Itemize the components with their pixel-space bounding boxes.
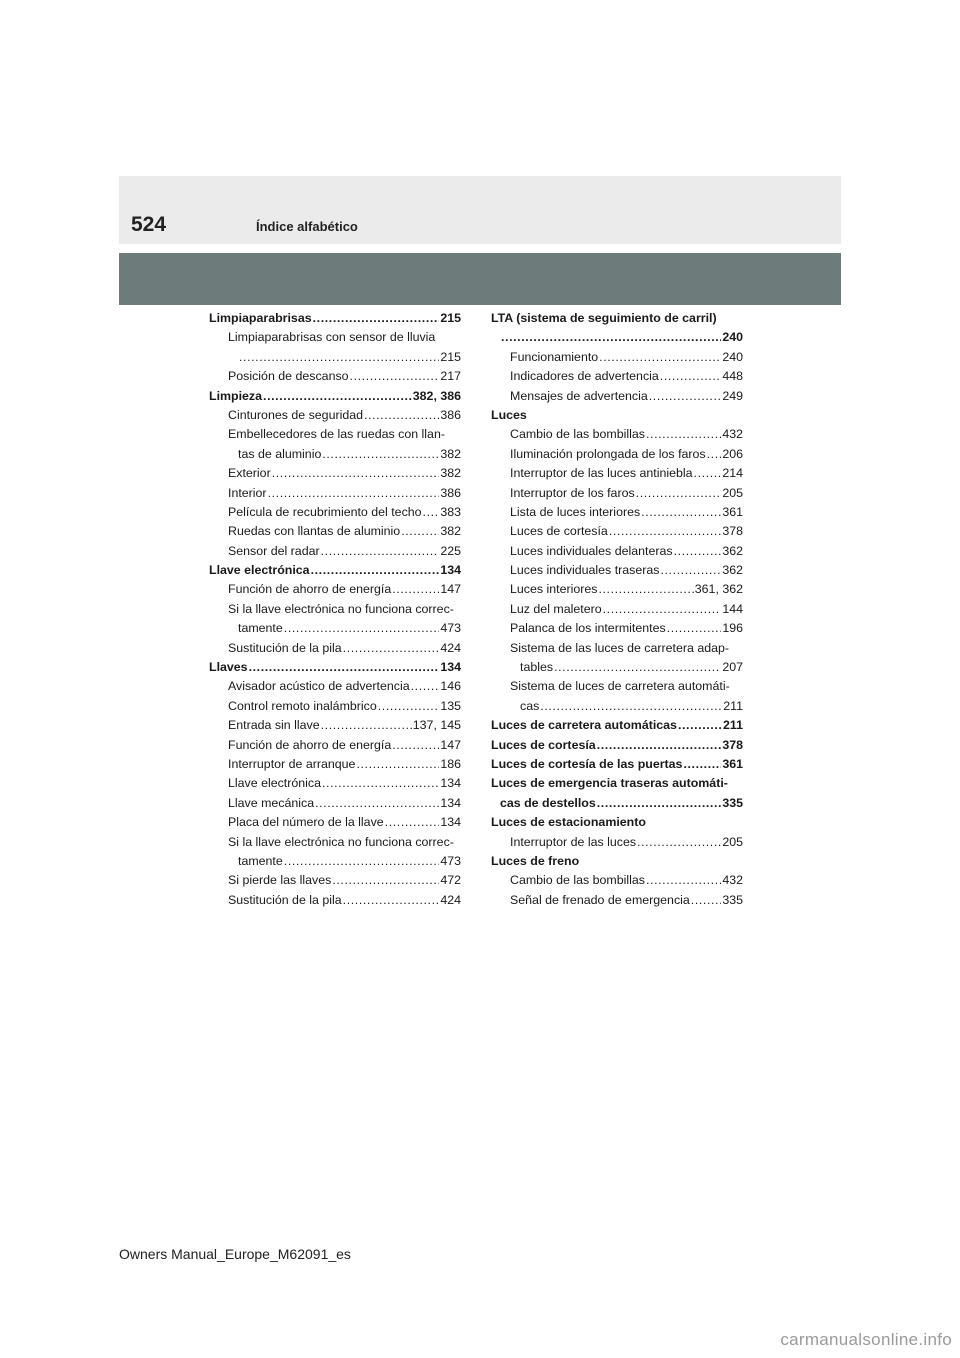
leader-dots (603, 600, 722, 619)
index-entry-text: Sistema de las luces de carretera adap- (510, 640, 730, 655)
index-entry (491, 328, 743, 347)
index-entry-text: Control remoto inalámbrico (228, 698, 377, 713)
index-entry (209, 794, 461, 813)
index-entry-page: 134 (440, 660, 461, 675)
leader-dots (311, 561, 440, 580)
leader-dots (646, 425, 721, 444)
leader-dots (313, 309, 440, 328)
index-entry-text: Interior (228, 485, 267, 500)
index-entry (209, 522, 461, 541)
index-entry-page: 432 (722, 873, 743, 888)
index-entry-text: Limpiaparabrisas (209, 311, 312, 325)
leader-dots (392, 736, 439, 755)
index-entry (491, 522, 743, 541)
leader-dots (660, 367, 722, 386)
index-entry-text: Luces individuales delanteras (510, 543, 673, 558)
leader-dots (322, 774, 439, 793)
index-entry (209, 328, 461, 347)
index-entry-page: 378 (722, 737, 743, 752)
leader-dots (268, 484, 440, 503)
index-entry-page: 147 (440, 737, 461, 752)
page-number: 524 (131, 213, 167, 236)
index-entry (491, 658, 743, 677)
watermark: carmanualsonline.info (780, 1330, 952, 1349)
leader-dots (609, 522, 722, 541)
index-entry (209, 619, 461, 638)
index-entry (491, 736, 743, 755)
leader-dots (597, 794, 722, 813)
index-entry-text: Lista de luces interiores (510, 504, 641, 519)
index-entry (491, 871, 743, 890)
leader-dots (660, 561, 721, 580)
index-entry (209, 774, 461, 793)
leader-dots (284, 619, 440, 638)
index-entry-text: Placa del número de la llave (228, 815, 384, 830)
index-entry (209, 367, 461, 386)
index-entry-page: 240 (722, 330, 743, 345)
leader-dots (343, 891, 440, 910)
index-entry (491, 561, 743, 580)
index-entry-page: 361 (722, 756, 743, 771)
index-entry-page: 249 (722, 388, 743, 403)
index-entry (209, 871, 461, 890)
leader-dots (350, 367, 440, 386)
index-entry (209, 891, 461, 910)
index-entry (209, 425, 461, 444)
leader-dots (667, 619, 722, 638)
index-entry-page: 205 (722, 485, 743, 500)
index-entry (491, 542, 743, 561)
leader-dots (378, 697, 440, 716)
index-entry-text: Luces de cortesía (491, 737, 596, 752)
leader-dots (364, 406, 439, 425)
index-entry-page: 424 (440, 892, 461, 907)
index-entry-text: Luces interiores (510, 582, 598, 597)
leader-dots (284, 852, 440, 871)
header-band (119, 176, 841, 244)
index-entry-page: 361 (722, 504, 743, 519)
index-entry-page: 378 (722, 524, 743, 539)
index-entry-text: Funcionamiento (510, 349, 599, 364)
index-entry-text: Mensajes de advertencia (510, 388, 648, 403)
index-entry-text: Función de ahorro de energía (228, 737, 392, 752)
index-entry (209, 406, 461, 425)
index-entry-text: Ruedas con llantas de aluminio (228, 524, 401, 539)
leader-dots (322, 445, 439, 464)
index-entry (209, 309, 461, 328)
index-entry (491, 716, 743, 735)
leader-dots (678, 716, 722, 735)
index-entry-page: 386 (440, 485, 461, 500)
index-entry-text: Luces de freno (491, 853, 580, 868)
index-entry (491, 406, 743, 425)
index-entry-page: 147 (440, 582, 461, 597)
leader-dots (263, 387, 412, 406)
index-entry-page: 225 (440, 543, 461, 558)
index-entry (491, 794, 743, 813)
index-entry-text: Llave electrónica (228, 776, 321, 791)
index-entry (209, 542, 461, 561)
index-entry-text: Si la llave electrónica no funciona correc- (228, 601, 454, 616)
index-entry-text: Sustitución de la pila (228, 892, 342, 907)
leader-dots (599, 348, 721, 367)
leader-dots (249, 658, 440, 677)
index-entry-text: Función de ahorro de energía (228, 582, 392, 597)
leader-dots (239, 348, 439, 367)
leader-dots (554, 658, 721, 677)
index-entry (491, 813, 743, 832)
index-entry (209, 697, 461, 716)
index-entry (209, 755, 461, 774)
leader-dots (691, 891, 722, 910)
index-entry-page: 196 (722, 621, 743, 636)
index-entry (209, 561, 461, 580)
index-entry-page: 205 (722, 834, 743, 849)
index-entry-text: Luces de estacionamiento (491, 815, 646, 830)
leader-dots (321, 542, 440, 561)
index-entry (491, 367, 743, 386)
index-entry (491, 852, 743, 871)
index-entry-page: 211 (723, 718, 743, 733)
index-entry-page: 361, 362 (694, 582, 743, 597)
leader-dots (332, 871, 439, 890)
leader-dots (646, 871, 721, 890)
leader-dots (540, 697, 722, 716)
index-entry (209, 736, 461, 755)
index-entry-page: 473 (440, 621, 461, 636)
index-entry-text: Luces (491, 407, 527, 422)
index-entry (491, 484, 743, 503)
leader-dots (649, 387, 722, 406)
index-entry (491, 619, 743, 638)
index-entry-page: 240 (722, 349, 743, 364)
index-entry (209, 503, 461, 522)
index-entry-page: 432 (722, 427, 743, 442)
index-entry-page: 215 (440, 311, 461, 325)
index-entry (491, 600, 743, 619)
index-entry-text: Luces de carretera automáticas (491, 718, 677, 733)
leader-dots (707, 445, 722, 464)
index-entry-page: 362 (722, 543, 743, 558)
index-entry (491, 425, 743, 444)
index-entry-text: tas de aluminio (238, 446, 322, 461)
index-entry-text: Sensor del radar (228, 543, 320, 558)
index-entry-page: 144 (722, 601, 743, 616)
index-entry-page: 186 (440, 756, 461, 771)
index-entry-page: 134 (440, 815, 461, 830)
index-entry-text: Posición de descanso (228, 369, 349, 384)
index-entry-text: cas de destellos (500, 795, 596, 810)
index-entry-text: Limpiaparabrisas con sensor de lluvia (228, 330, 436, 345)
index-entry (491, 464, 743, 483)
index-entry-page: 211 (723, 698, 743, 713)
index-entry-text: Interruptor de las luces (510, 834, 637, 849)
index-entry-text: Película de recubrimiento del techo (228, 504, 422, 519)
index-entry-text: Cinturones de seguridad (228, 407, 364, 422)
leader-dots (356, 755, 439, 774)
index-entry-text: Cambio de las bombillas (510, 427, 645, 442)
index-entry-page: 448 (722, 369, 743, 384)
index-entry-page: 383 (440, 504, 461, 519)
index-entry-page: 362 (722, 563, 743, 578)
index-entry-page: 134 (440, 795, 461, 810)
index-entry-text: Avisador acústico de advertencia (228, 679, 410, 694)
index-entry (209, 677, 461, 696)
index-entry (209, 716, 461, 735)
index-entry (491, 697, 743, 716)
index-entry (491, 445, 743, 464)
index-entry (209, 600, 461, 619)
index-entry-page: 214 (722, 466, 743, 481)
index-entry-text: Señal de frenado de emergencia (510, 892, 690, 907)
index-entry-text: Embellecedores de las ruedas con llan- (228, 427, 445, 442)
index-entry-text: cas (520, 698, 540, 713)
index-entry-text: Interruptor de arranque (228, 756, 356, 771)
leader-dots (598, 580, 693, 599)
index-entry-page: 473 (440, 853, 461, 868)
index-entry (209, 464, 461, 483)
leader-dots (637, 833, 721, 852)
index-entry-page: 206 (722, 446, 743, 461)
leader-dots (501, 328, 721, 347)
index-entry (491, 309, 743, 328)
index-entry (491, 580, 743, 599)
index-entry (491, 755, 743, 774)
index-entry-page: 137, 145 (412, 718, 461, 733)
index-entry-text: Exterior (228, 466, 271, 481)
index-entry-page: 382 (440, 466, 461, 481)
section-title: Índice alfabético (256, 219, 358, 234)
index-entry-text: Cambio de las bombillas (510, 873, 645, 888)
index-entry-text: Sustitución de la pila (228, 640, 342, 655)
footer-doc-id: Owners Manual_Europe_M62091_es (119, 1246, 351, 1262)
index-entry-page: 386 (440, 407, 461, 422)
index-entry (491, 348, 743, 367)
index-entry (491, 677, 743, 696)
leader-dots (694, 464, 722, 483)
leader-dots (683, 755, 721, 774)
index-entry-page: 335 (722, 892, 743, 907)
leader-dots (315, 794, 439, 813)
index-entry (209, 639, 461, 658)
index-entry (209, 813, 461, 832)
leader-dots (321, 716, 412, 735)
leader-dots (641, 503, 721, 522)
index-entry (491, 639, 743, 658)
index-entry-text: Luces individuales traseras (510, 563, 660, 578)
index-entry-page: 207 (722, 660, 743, 675)
index-entry-page: 382 (440, 524, 461, 539)
leader-dots (597, 736, 722, 755)
index-entry-text: Luces de cortesía (510, 524, 608, 539)
index-entry-page: 217 (440, 369, 461, 384)
leader-dots (423, 503, 440, 522)
leader-dots (385, 813, 440, 832)
index-entry-page: 424 (440, 640, 461, 655)
leader-dots (411, 677, 440, 696)
index-column-left (209, 309, 461, 910)
index-entry-text: Iluminación prolongada de los faros (510, 446, 706, 461)
index-entry-page: 382, 386 (412, 388, 461, 403)
index-entry-page: 134 (440, 563, 461, 578)
index-entry-page: 335 (722, 795, 743, 810)
index-entry-text: Llaves (209, 660, 248, 675)
index-entry (209, 852, 461, 871)
index-entry (491, 774, 743, 793)
index-entry (209, 833, 461, 852)
index-entry (209, 658, 461, 677)
index-entry-text: Interruptor de los faros (510, 485, 635, 500)
index-entry (209, 580, 461, 599)
index-entry-text: Luces de cortesía de las puertas (491, 756, 683, 771)
index-entry-text: Interruptor de las luces antiniebla (510, 466, 693, 481)
index-entry-text: Palanca de los intermitentes (510, 621, 666, 636)
leader-dots (401, 522, 439, 541)
section-band (119, 253, 841, 305)
index-entry-text: Llave electrónica (209, 563, 310, 578)
index-entry-text: Si pierde las llaves (228, 873, 332, 888)
index-entry-text: Limpieza (209, 388, 263, 403)
index-entry-text: tables (520, 660, 554, 675)
index-entry (209, 387, 461, 406)
index-entry (491, 387, 743, 406)
index-entry-text: Si la llave electrónica no funciona correc- (228, 834, 454, 849)
leader-dots (392, 580, 439, 599)
index-entry-text: tamente (238, 853, 283, 868)
index-entry (491, 891, 743, 910)
index-entry-text: Sistema de luces de carretera automáti- (510, 679, 730, 694)
index-entry-page: 382 (440, 446, 461, 461)
index-entry (209, 348, 461, 367)
index-entry-page: 215 (440, 349, 461, 364)
index-entry-text: Entrada sin llave (228, 718, 320, 733)
index-column-right (491, 309, 743, 910)
index-entry-text: Luz del maletero (510, 601, 602, 616)
index-entry-page: 146 (440, 679, 461, 694)
index-entry-text: LTA (sistema de seguimiento de carril) (491, 311, 717, 325)
index-entry (209, 484, 461, 503)
index-entry-text: tamente (238, 621, 283, 636)
index-entry-page: 472 (440, 873, 461, 888)
index-entry-page: 135 (440, 698, 461, 713)
index-entry-text: Luces de emergencia traseras automáti- (491, 776, 728, 791)
index-entry-text: Indicadores de advertencia (510, 369, 659, 384)
index-entry (209, 445, 461, 464)
index-entry (491, 503, 743, 522)
leader-dots (636, 484, 722, 503)
leader-dots (343, 639, 440, 658)
index-entry (491, 833, 743, 852)
leader-dots (674, 542, 722, 561)
index-entry-text: Llave mecánica (228, 795, 315, 810)
leader-dots (272, 464, 440, 483)
index-entry-page: 134 (440, 776, 461, 791)
